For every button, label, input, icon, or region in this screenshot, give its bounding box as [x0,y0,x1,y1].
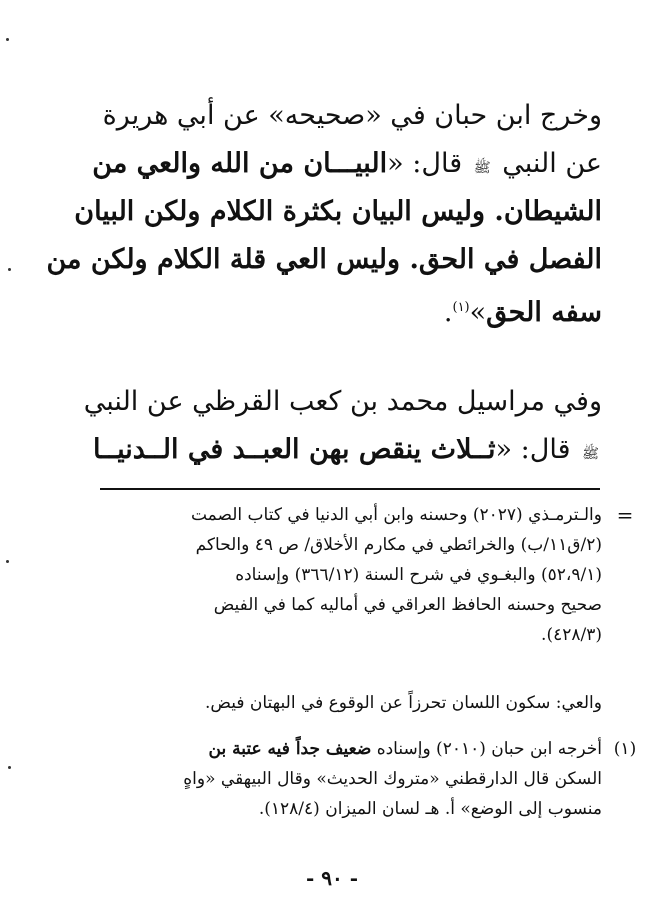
grading-text: ضعيف جداً فيه عتبة بن [208,739,372,759]
salutation-symbol: ﷺ [473,160,491,176]
margin-mark [8,766,11,769]
page-number: - ٩٠ - [305,866,358,890]
text-fragment: » [469,297,487,328]
salutation-symbol: ﷺ [582,446,599,462]
text-fragment: . [443,297,453,328]
text-line: وفي مراسيل محمد بن كعب القرظي عن النبي [83,386,602,417]
hadith-text: الشيطان. وليس البيان بكثرة الكلام ولكن البيان [74,196,602,227]
text-line [92,284,602,337]
hadith-text: ثــلاث ينقص بهن العبــد في الــدنيــا [93,434,496,465]
footnote-line: والـترمـذي (٢٠٢٧) وحسنه وابن أبي الدنيا في كتاب الصمت [190,505,602,525]
footnote-line: (٥٢،٩/١) والبغـوي في شرح السنة (٣٦٦/١٢) وإسناده [235,565,602,585]
footnote-line: منسوب إلى الوضع» أ. هـ لسان الميزان (١٢٨/٤). [258,799,602,819]
hadith-text: الفصل في الحق. وليس العي قلة الكلام ولكن من [46,244,602,275]
continuation-marker: = [616,503,634,527]
footnote-line: (٢/ق١١/ب) والخرائطي في مكارم الأخلاق/ ص ٤٩ والحاكم [195,535,602,555]
text-fragment: عن النبي [502,148,602,179]
text-fragment: أخرجه ابن حبان (٢٠١٠) وإسناده [376,739,602,759]
text-line [92,426,602,474]
gloss-note: والعي: سكون اللسان تحرزاً عن الوقوع في البهتان فيض. [205,693,602,713]
footnote-line: صحيح وحسنه الحافظ العراقي في أماليه كما في الفيض [213,595,602,615]
footnote-reference: (١) [452,300,470,315]
main-paragraph-2 [83,378,602,474]
text-fragment: قال: « [387,148,463,179]
text-line [92,140,602,188]
margin-mark [8,268,11,271]
margin-mark [6,560,9,563]
main-paragraph-1 [46,92,602,337]
hadith-text: البيـــان من الله والعي من [92,148,388,179]
footnote-separator [100,488,600,490]
footnote-continuation [82,500,634,650]
footnote-line [82,734,602,764]
footnote-marker: (١) [613,739,637,759]
text-fragment: قال: « [495,434,571,465]
text-line: وخرج ابن حبان في «صحيحه» عن أبي هريرة [102,100,602,131]
margin-mark [6,38,9,41]
footnote-1 [82,734,637,824]
footnote-line: (٤٢٨/٣). [541,625,602,645]
footnote-line: السكن قال الدارقطني «متروك الحديث» وقال البيهقي «واهٍ [183,769,602,789]
hadith-text: سفه الحق [486,297,602,328]
